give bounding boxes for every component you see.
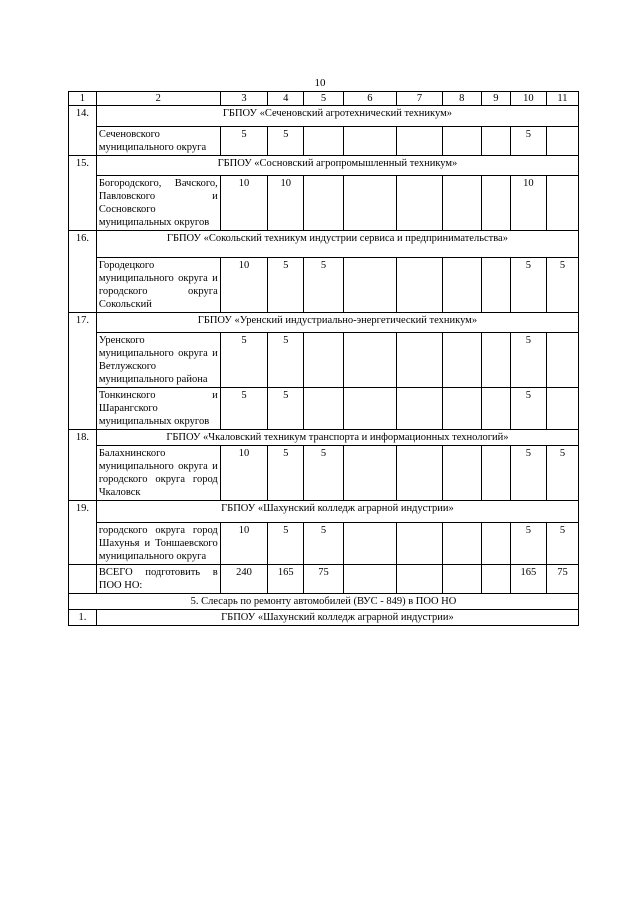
organization-name: ГБПОУ «Сокольский техникум индустрии сервиса и предпринимательства» [96,231,578,258]
value-cell: 5 [546,258,578,313]
header-cell: 2 [96,92,220,106]
header-cell: 7 [397,92,442,106]
value-cell: 5 [220,127,267,156]
value-cell [481,388,510,430]
organization-row [69,610,579,626]
value-cell [304,176,343,231]
page-number: 10 [314,77,326,89]
value-cell [546,333,578,388]
region-cell: Балахнинского муниципального округа и городского округа город Чкаловск [96,446,220,501]
value-cell: 5 [304,258,343,313]
value-cell [343,446,397,501]
value-cell [481,565,510,594]
value-cell [481,523,510,565]
value-cell: 10 [220,258,267,313]
value-cell [343,388,397,430]
row-number: 15. [69,156,97,231]
value-cell [397,523,442,565]
section-row [69,594,579,610]
value-cell [546,127,578,156]
table-row [69,176,579,231]
region-cell: Сеченовского муниципального округа [96,127,220,156]
row-number: 19. [69,501,97,565]
value-cell [397,446,442,501]
value-cell: 5 [268,333,304,388]
section-title: 5. Слесарь по ремонту автомобилей (ВУС - 849) в ПОО НО [69,594,579,610]
header-cell: 10 [510,92,546,106]
value-cell [343,565,397,594]
total-label: ВСЕГО подготовить в ПОО НО: [96,565,220,594]
value-cell: 5 [510,258,546,313]
value-cell: 5 [304,446,343,501]
value-cell: 5 [268,523,304,565]
value-cell: 5 [510,333,546,388]
organization-name: ГБПОУ «Сосновский агропромышленный техникум» [96,156,578,176]
value-cell [397,127,442,156]
region-cell: Тонкинского и Шарангского муниципальных округов [96,388,220,430]
value-cell [442,565,481,594]
organization-name: ГБПОУ «Шахунский колледж аграрной индустрии» [96,501,578,523]
value-cell [442,258,481,313]
region-cell: Уренского муниципального округа и Ветлужского муниципального района [96,333,220,388]
header-cell: 6 [343,92,397,106]
table-row [69,446,579,501]
value-cell: 5 [220,333,267,388]
region-cell: городского округа город Шахунья и Тоншаевского муниципального округа [96,523,220,565]
value-cell: 5 [268,446,304,501]
value-cell [481,127,510,156]
value-cell [343,258,397,313]
row-number: 17. [69,313,97,430]
organization-row [69,501,579,523]
table-row [69,333,579,388]
value-cell [397,258,442,313]
value-cell [481,446,510,501]
value-cell: 10 [220,176,267,231]
value-cell: 5 [304,523,343,565]
value-cell: 5 [268,258,304,313]
value-cell: 10 [220,446,267,501]
region-cell: Богородского, Вачского, Павловского и Сосновского муниципальных округов [96,176,220,231]
value-cell [442,176,481,231]
value-cell: 5 [546,523,578,565]
value-cell: 5 [510,446,546,501]
organization-name: ГБПОУ «Шахунский колледж аграрной индустрии» [96,610,578,626]
value-cell [442,388,481,430]
total-row [69,565,579,594]
value-cell [481,176,510,231]
value-cell [343,127,397,156]
value-cell: 5 [220,388,267,430]
value-cell [442,333,481,388]
value-cell [546,176,578,231]
value-cell [481,258,510,313]
value-cell: 10 [220,523,267,565]
value-cell: 10 [268,176,304,231]
value-cell: 240 [220,565,267,594]
header-cell: 3 [220,92,267,106]
organization-name: ГБПОУ «Чкаловский техникум транспорта и информационных технологий» [96,430,578,446]
header-row [69,92,579,106]
table-row [69,127,579,156]
value-cell: 5 [510,523,546,565]
value-cell: 5 [546,446,578,501]
header-cell: 5 [304,92,343,106]
organization-row [69,313,579,333]
value-cell [304,333,343,388]
organization-row [69,156,579,176]
value-cell [397,565,442,594]
value-cell: 75 [546,565,578,594]
region-cell: Городецкого муниципального округа и городского округа Сокольский [96,258,220,313]
header-cell: 8 [442,92,481,106]
organization-name: ГБПОУ «Сеченовский агротехнический техникум» [96,106,578,127]
organization-row [69,231,579,258]
value-cell [397,388,442,430]
value-cell: 5 [510,388,546,430]
value-cell [343,176,397,231]
value-cell [546,388,578,430]
header-cell: 9 [481,92,510,106]
value-cell [481,333,510,388]
value-cell: 75 [304,565,343,594]
value-cell [304,127,343,156]
header-cell: 4 [268,92,304,106]
header-cell: 11 [546,92,578,106]
header-cell: 1 [69,92,97,106]
value-cell [442,523,481,565]
organization-name: ГБПОУ «Уренский индустриально-энергетический техникум» [96,313,578,333]
row-number: 18. [69,430,97,501]
row-number: 16. [69,231,97,313]
table-row [69,258,579,313]
quota-table [68,91,579,626]
row-number: 14. [69,106,97,156]
value-cell [304,388,343,430]
row-number: 1. [69,610,97,626]
value-cell: 165 [268,565,304,594]
value-cell: 5 [510,127,546,156]
row-number [69,565,97,594]
value-cell [397,176,442,231]
value-cell [397,333,442,388]
value-cell: 10 [510,176,546,231]
value-cell [442,127,481,156]
value-cell: 5 [268,127,304,156]
organization-row [69,430,579,446]
table-row [69,523,579,565]
value-cell [442,446,481,501]
table-row [69,388,579,430]
value-cell: 165 [510,565,546,594]
value-cell [343,523,397,565]
value-cell [343,333,397,388]
organization-row [69,106,579,127]
value-cell: 5 [268,388,304,430]
